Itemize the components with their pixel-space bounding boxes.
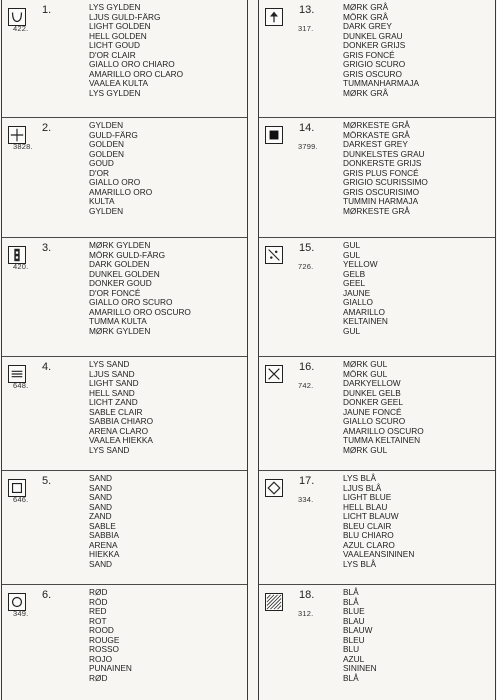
color-name: PUNAINEN bbox=[89, 663, 132, 674]
color-name: SABBIA bbox=[89, 530, 119, 541]
color-name: ROJO bbox=[89, 653, 113, 664]
color-name: DARK GOLDEN bbox=[89, 259, 150, 270]
color-name: RØD bbox=[89, 587, 108, 597]
color-name: LICHT GOUD bbox=[89, 40, 141, 51]
entry-code: 646. bbox=[13, 495, 29, 504]
color-name: RØD bbox=[89, 672, 108, 683]
color-name: MØRK GRÅ bbox=[343, 2, 389, 12]
entry-code: 422. bbox=[13, 24, 29, 33]
entry-code: 726. bbox=[298, 262, 314, 271]
color-name: DARKYELLOW bbox=[343, 378, 401, 389]
color-name: TUMMIN HARMAJA bbox=[343, 196, 419, 207]
color-name: GEEL bbox=[343, 278, 366, 289]
color-name: GRIS OSCURISIMO bbox=[343, 186, 420, 197]
entry-number: 5. bbox=[42, 475, 52, 487]
color-name: DONKER GOUD bbox=[89, 278, 152, 289]
entry-number: 16. bbox=[299, 361, 315, 373]
color-entry-5 bbox=[2, 470, 247, 584]
color-name: VAALEA HIEKKA bbox=[89, 435, 153, 446]
entry-number: 14. bbox=[299, 122, 315, 134]
color-name: BLÅ bbox=[343, 596, 359, 607]
filled-square-icon bbox=[265, 126, 283, 144]
color-name: DONKER GRIJS bbox=[343, 40, 406, 51]
color-name: BLUE bbox=[343, 606, 365, 617]
entry-number: 4. bbox=[42, 361, 52, 373]
color-name: SAND bbox=[89, 501, 113, 512]
color-entry-17 bbox=[259, 470, 495, 584]
color-names-list bbox=[343, 360, 424, 455]
color-name: KULTA bbox=[89, 196, 115, 207]
entry-code: 317. bbox=[298, 24, 314, 33]
color-entry-3 bbox=[2, 237, 247, 356]
color-name: GIALLO ORO CHIARO bbox=[89, 59, 175, 70]
color-name: HELL GOLDEN bbox=[89, 30, 147, 41]
color-name: ROSSO bbox=[89, 644, 119, 655]
entry-code: 648. bbox=[13, 381, 29, 390]
color-name: LYS SAND bbox=[89, 444, 130, 455]
color-name: VAALEANSININEN bbox=[343, 549, 415, 560]
entry-number: 1. bbox=[42, 4, 52, 16]
color-name: GOLDEN bbox=[89, 139, 125, 150]
color-name: GOLDEN bbox=[89, 148, 125, 159]
color-name: SABLE CLAIR bbox=[89, 406, 143, 417]
color-name: DUNKEL GRAU bbox=[343, 30, 403, 41]
color-name: MØRK GYLDEN bbox=[89, 240, 151, 250]
color-name: TUMMA KULTA bbox=[89, 316, 147, 327]
color-name: GUL bbox=[343, 249, 361, 260]
color-names-list bbox=[343, 241, 388, 336]
color-names-list bbox=[89, 3, 183, 98]
color-name: AMARILLO OSCURO bbox=[343, 425, 424, 436]
color-name: BLÅ bbox=[343, 672, 359, 683]
color-entry-15 bbox=[259, 237, 495, 356]
entry-number: 15. bbox=[299, 242, 315, 254]
color-name: BLAUW bbox=[343, 625, 373, 636]
color-name: ROOD bbox=[89, 625, 114, 636]
arrow-up-icon bbox=[265, 8, 283, 26]
color-name: LIGHT GOLDEN bbox=[89, 21, 151, 32]
color-name: GYLDEN bbox=[89, 205, 124, 216]
color-name: KELTAINEN bbox=[343, 316, 388, 327]
entry-code: 420. bbox=[13, 262, 29, 271]
x-box-icon bbox=[265, 365, 283, 383]
color-name: BLU CHIARO bbox=[343, 530, 394, 541]
color-name: LYS GYLDEN bbox=[89, 87, 141, 98]
color-name: DUNKELSTES GRAU bbox=[343, 148, 425, 159]
color-name: D'OR FONCÉ bbox=[89, 287, 141, 298]
color-entry-1 bbox=[2, 0, 247, 117]
color-name: LIGHT SAND bbox=[89, 378, 139, 389]
entry-number: 2. bbox=[42, 122, 52, 134]
entry-number: 18. bbox=[299, 589, 315, 601]
entry-code: 312. bbox=[298, 609, 314, 618]
left-column bbox=[1, 0, 248, 700]
color-name: BLEU bbox=[343, 634, 365, 645]
color-name: ROUGE bbox=[89, 634, 120, 645]
color-name: VAALEA KULTA bbox=[89, 78, 149, 89]
color-name: AMARILLO bbox=[343, 306, 385, 317]
color-name: MØRKESTE GRÅ bbox=[343, 120, 410, 130]
color-names-list bbox=[343, 3, 419, 98]
color-name: LYS GYLDEN bbox=[89, 2, 141, 12]
color-name: GIALLO bbox=[343, 297, 373, 308]
color-name: DONKER GEEL bbox=[343, 397, 403, 408]
entry-number: 17. bbox=[299, 475, 315, 487]
color-name: AMARILLO ORO bbox=[89, 186, 153, 197]
color-name: D'OR CLAIR bbox=[89, 49, 136, 60]
entry-number: 13. bbox=[299, 4, 315, 16]
color-name: AZUL CLARO bbox=[343, 539, 395, 550]
entry-code: 3799. bbox=[298, 142, 318, 151]
color-name: LICHT BLAUW bbox=[343, 511, 399, 522]
color-name: MÖRK GRÅ bbox=[343, 11, 389, 22]
color-name: MØRK GYLDEN bbox=[89, 325, 151, 336]
color-names-list bbox=[343, 588, 377, 683]
color-name: BLAU bbox=[343, 615, 365, 626]
color-name: LYS BLÅ bbox=[343, 558, 377, 569]
color-name: JAUNE FONCÉ bbox=[343, 406, 402, 417]
color-name: GIALLO ORO bbox=[89, 177, 141, 188]
color-name: GRIS OSCURO bbox=[343, 68, 403, 79]
color-names-list bbox=[89, 241, 191, 336]
color-name: MÖRK GUL bbox=[343, 368, 388, 379]
entry-code: 3828. bbox=[13, 142, 33, 151]
color-name: MØRK GUL bbox=[343, 444, 388, 455]
color-name: MÖRKASTE GRÅ bbox=[343, 129, 410, 140]
color-name: ROT bbox=[89, 615, 107, 626]
color-name: TUMMA KELTAINEN bbox=[343, 435, 421, 446]
color-name: RED bbox=[89, 606, 107, 617]
color-name: SAND bbox=[89, 492, 113, 503]
color-name: GRIS PLUS FONCÉ bbox=[343, 167, 419, 178]
color-name: GIALLO SCURO bbox=[343, 416, 406, 427]
color-name: SININEN bbox=[343, 663, 377, 674]
color-name: DARK GREY bbox=[343, 21, 392, 32]
color-names-list bbox=[89, 588, 132, 683]
color-names-list bbox=[89, 474, 119, 569]
color-names-list bbox=[343, 474, 414, 569]
color-name: AMARILLO ORO CLARO bbox=[89, 68, 184, 79]
color-name: HELL BLAU bbox=[343, 501, 388, 512]
entry-number: 6. bbox=[42, 589, 52, 601]
color-entry-18 bbox=[259, 584, 495, 700]
color-name: GRIGIO SCURO bbox=[343, 59, 406, 70]
entry-code: 742. bbox=[298, 381, 314, 390]
color-entry-16 bbox=[259, 356, 495, 470]
entry-code: 349. bbox=[13, 609, 29, 618]
color-name: HELL SAND bbox=[89, 387, 135, 398]
color-name: GYLDEN bbox=[89, 120, 124, 130]
color-name: GRIS FONCÉ bbox=[343, 49, 395, 60]
color-name: MØRKESTE GRÅ bbox=[343, 205, 410, 216]
color-name: SAND bbox=[89, 558, 113, 569]
color-name: SABLE bbox=[89, 520, 116, 531]
color-entry-4 bbox=[2, 356, 247, 470]
color-names-list bbox=[89, 360, 153, 455]
color-name: MØRK GRÅ bbox=[343, 87, 389, 98]
color-name: BLEU CLAIR bbox=[343, 520, 392, 531]
hatched-square-icon bbox=[265, 593, 283, 611]
color-name: GRIGIO SCURISSIMO bbox=[343, 177, 428, 188]
color-name: GULD-FÄRG bbox=[89, 129, 138, 140]
color-name: SABBIA CHIARO bbox=[89, 416, 154, 427]
color-name: DONKERSTE GRIJS bbox=[343, 158, 422, 169]
color-name: ARENA CLARO bbox=[89, 425, 149, 436]
diagonal-dots-icon bbox=[265, 246, 283, 264]
color-name: TUMMANHARMAJA bbox=[343, 78, 420, 89]
color-name: BLU bbox=[343, 644, 360, 655]
color-name: LJUS SAND bbox=[89, 368, 135, 379]
color-name: GUL bbox=[343, 240, 361, 250]
color-name: GELB bbox=[343, 268, 366, 279]
color-name: LJUS GULD-FÄRG bbox=[89, 11, 161, 22]
entry-number: 3. bbox=[42, 242, 52, 254]
color-name: GOUD bbox=[89, 158, 114, 169]
color-name: ARENA bbox=[89, 539, 118, 550]
color-name: SAND bbox=[89, 473, 113, 483]
color-name: MØRK GUL bbox=[343, 359, 388, 369]
color-name: DUNKEL GELB bbox=[343, 387, 401, 398]
color-name: AZUL bbox=[343, 653, 365, 664]
right-column bbox=[258, 0, 496, 700]
color-entry-13 bbox=[259, 0, 495, 117]
color-name: DUNKEL GOLDEN bbox=[89, 268, 160, 279]
color-name: ZAND bbox=[89, 511, 112, 522]
diamond-icon bbox=[265, 479, 283, 497]
color-name: LJUS BLÅ bbox=[343, 482, 382, 493]
color-name: JAUNE bbox=[343, 287, 371, 298]
color-name: MÖRK GULD-FÄRG bbox=[89, 249, 166, 260]
color-name: GIALLO ORO SCURO bbox=[89, 297, 173, 308]
color-name: SAND bbox=[89, 482, 113, 493]
color-name: LYS BLÅ bbox=[343, 473, 377, 483]
color-entry-6 bbox=[2, 584, 247, 700]
color-names-list bbox=[89, 121, 152, 216]
color-name: LIGHT BLUE bbox=[343, 492, 392, 503]
color-name: YELLOW bbox=[343, 259, 378, 270]
color-name: LYS SAND bbox=[89, 359, 130, 369]
color-name: LICHT ZAND bbox=[89, 397, 138, 408]
color-names-list bbox=[343, 121, 428, 216]
color-name: RÖD bbox=[89, 596, 108, 607]
color-name: GUL bbox=[343, 325, 361, 336]
entry-code: 334. bbox=[298, 495, 314, 504]
color-name: D'OR bbox=[89, 167, 110, 178]
color-name: DARKEST GREY bbox=[343, 139, 408, 150]
color-name: BLÅ bbox=[343, 587, 359, 597]
color-entry-2 bbox=[2, 117, 247, 237]
color-name: AMARILLO ORO OSCURO bbox=[89, 306, 191, 317]
color-entry-14 bbox=[259, 117, 495, 237]
color-name: HIEKKA bbox=[89, 549, 120, 560]
